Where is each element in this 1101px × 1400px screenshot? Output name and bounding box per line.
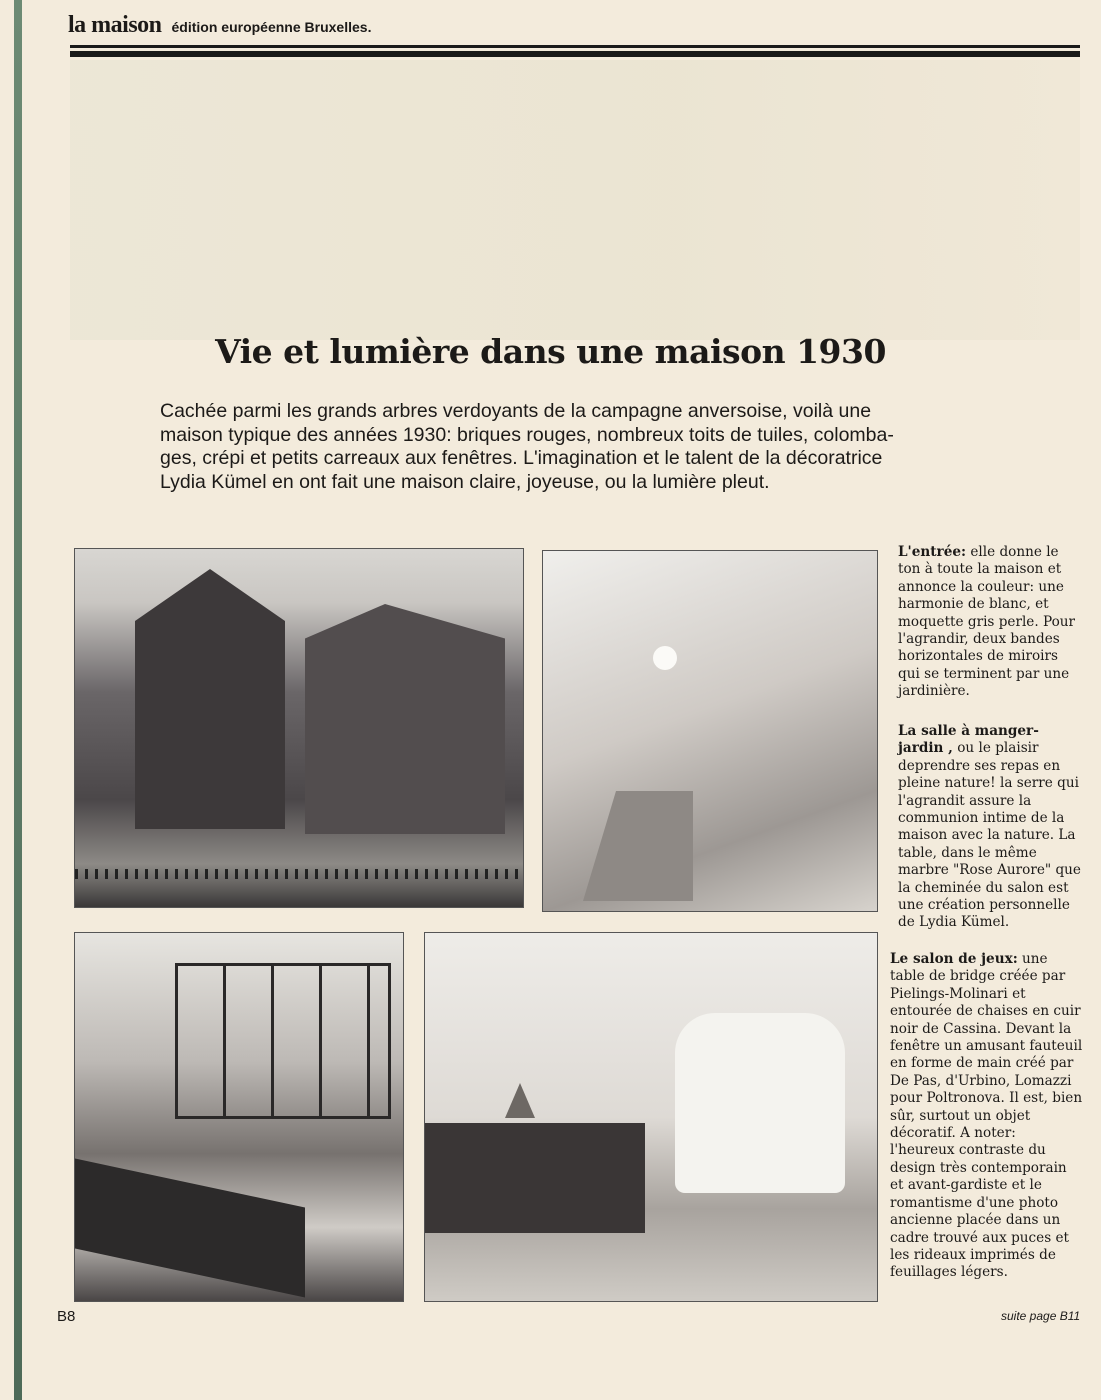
caption-dining: [898, 723, 1083, 932]
article-title: Vie et lumière dans une maison 1930: [215, 332, 886, 371]
page-edge: [14, 0, 22, 1400]
continued-note: suite page B11: [1001, 1309, 1081, 1323]
edition-label: édition européenne Bruxelles.: [171, 19, 372, 35]
photo-house-exterior: [74, 548, 524, 908]
caption-lead: Le salon de jeux:: [890, 951, 1018, 967]
header-rule-thick: [70, 51, 1080, 57]
photo-dining-conservatory: [74, 932, 404, 1302]
page-number: B8: [57, 1308, 76, 1325]
caption-game-room: [890, 951, 1083, 1282]
caption-lead: L'entrée:: [898, 544, 967, 560]
article-intro: [160, 400, 894, 494]
caption-lead: La salle à manger-jardin ,: [898, 723, 1039, 757]
intro-line: Lydia Kümel en ont fait une maison claire, joyeuse, ou la lumière pleut.: [160, 470, 770, 493]
caption-text: une table de bridge créée par Pielings-Molinari et entourée de chaises en cuir noir de Cassina. Devant la fenêtre un amusant fauteuil en forme de main créé par De Pas, d'Urbino, Lomazzi pour Poltronova. Il est, bien sûr, surtout un objet décoratif. A noter: l'heureux contraste du design très contemporain et avant-gardiste et le romantisme d'une photo ancienne placée dans un cadre trouvé aux puces et les rideaux imprimés de feuillages légers.: [890, 951, 1083, 1281]
photo-game-room: [424, 932, 878, 1302]
intro-line: maison typique des années 1930: briques rouges, nombreux toits de tuiles, colomba-: [160, 423, 894, 446]
show-through-background: [70, 60, 1080, 340]
intro-line: Cachée parmi les grands arbres verdoyants de la campagne anversoise, voilà une: [160, 400, 872, 422]
caption-text: elle donne le ton à toute la maison et annonce la couleur: une harmonie de blanc, et moquette gris perle. Pour l'agrandir, deux bandes horizontales de miroirs qui se terminent par une jardinière.: [898, 544, 1076, 700]
header-rule: [70, 45, 1080, 48]
masthead: [68, 12, 371, 39]
caption-text: ou le plaisir deprendre ses repas en pleine nature! la serre qui l'agrandit assure la communion intime de la maison avec la nature. La table, dans le même marbre "Rose Aurore" que la cheminée du salon est une création personnelle de Lydia Kümel.: [898, 740, 1081, 931]
photo-entrance-hall: [542, 550, 878, 912]
intro-line: ges, crépi et petits carreaux aux fenêtres. L'imagination et le talent de la décoratrice: [160, 447, 883, 469]
caption-entrance: [898, 544, 1083, 701]
magazine-logo: la maison: [68, 12, 162, 38]
